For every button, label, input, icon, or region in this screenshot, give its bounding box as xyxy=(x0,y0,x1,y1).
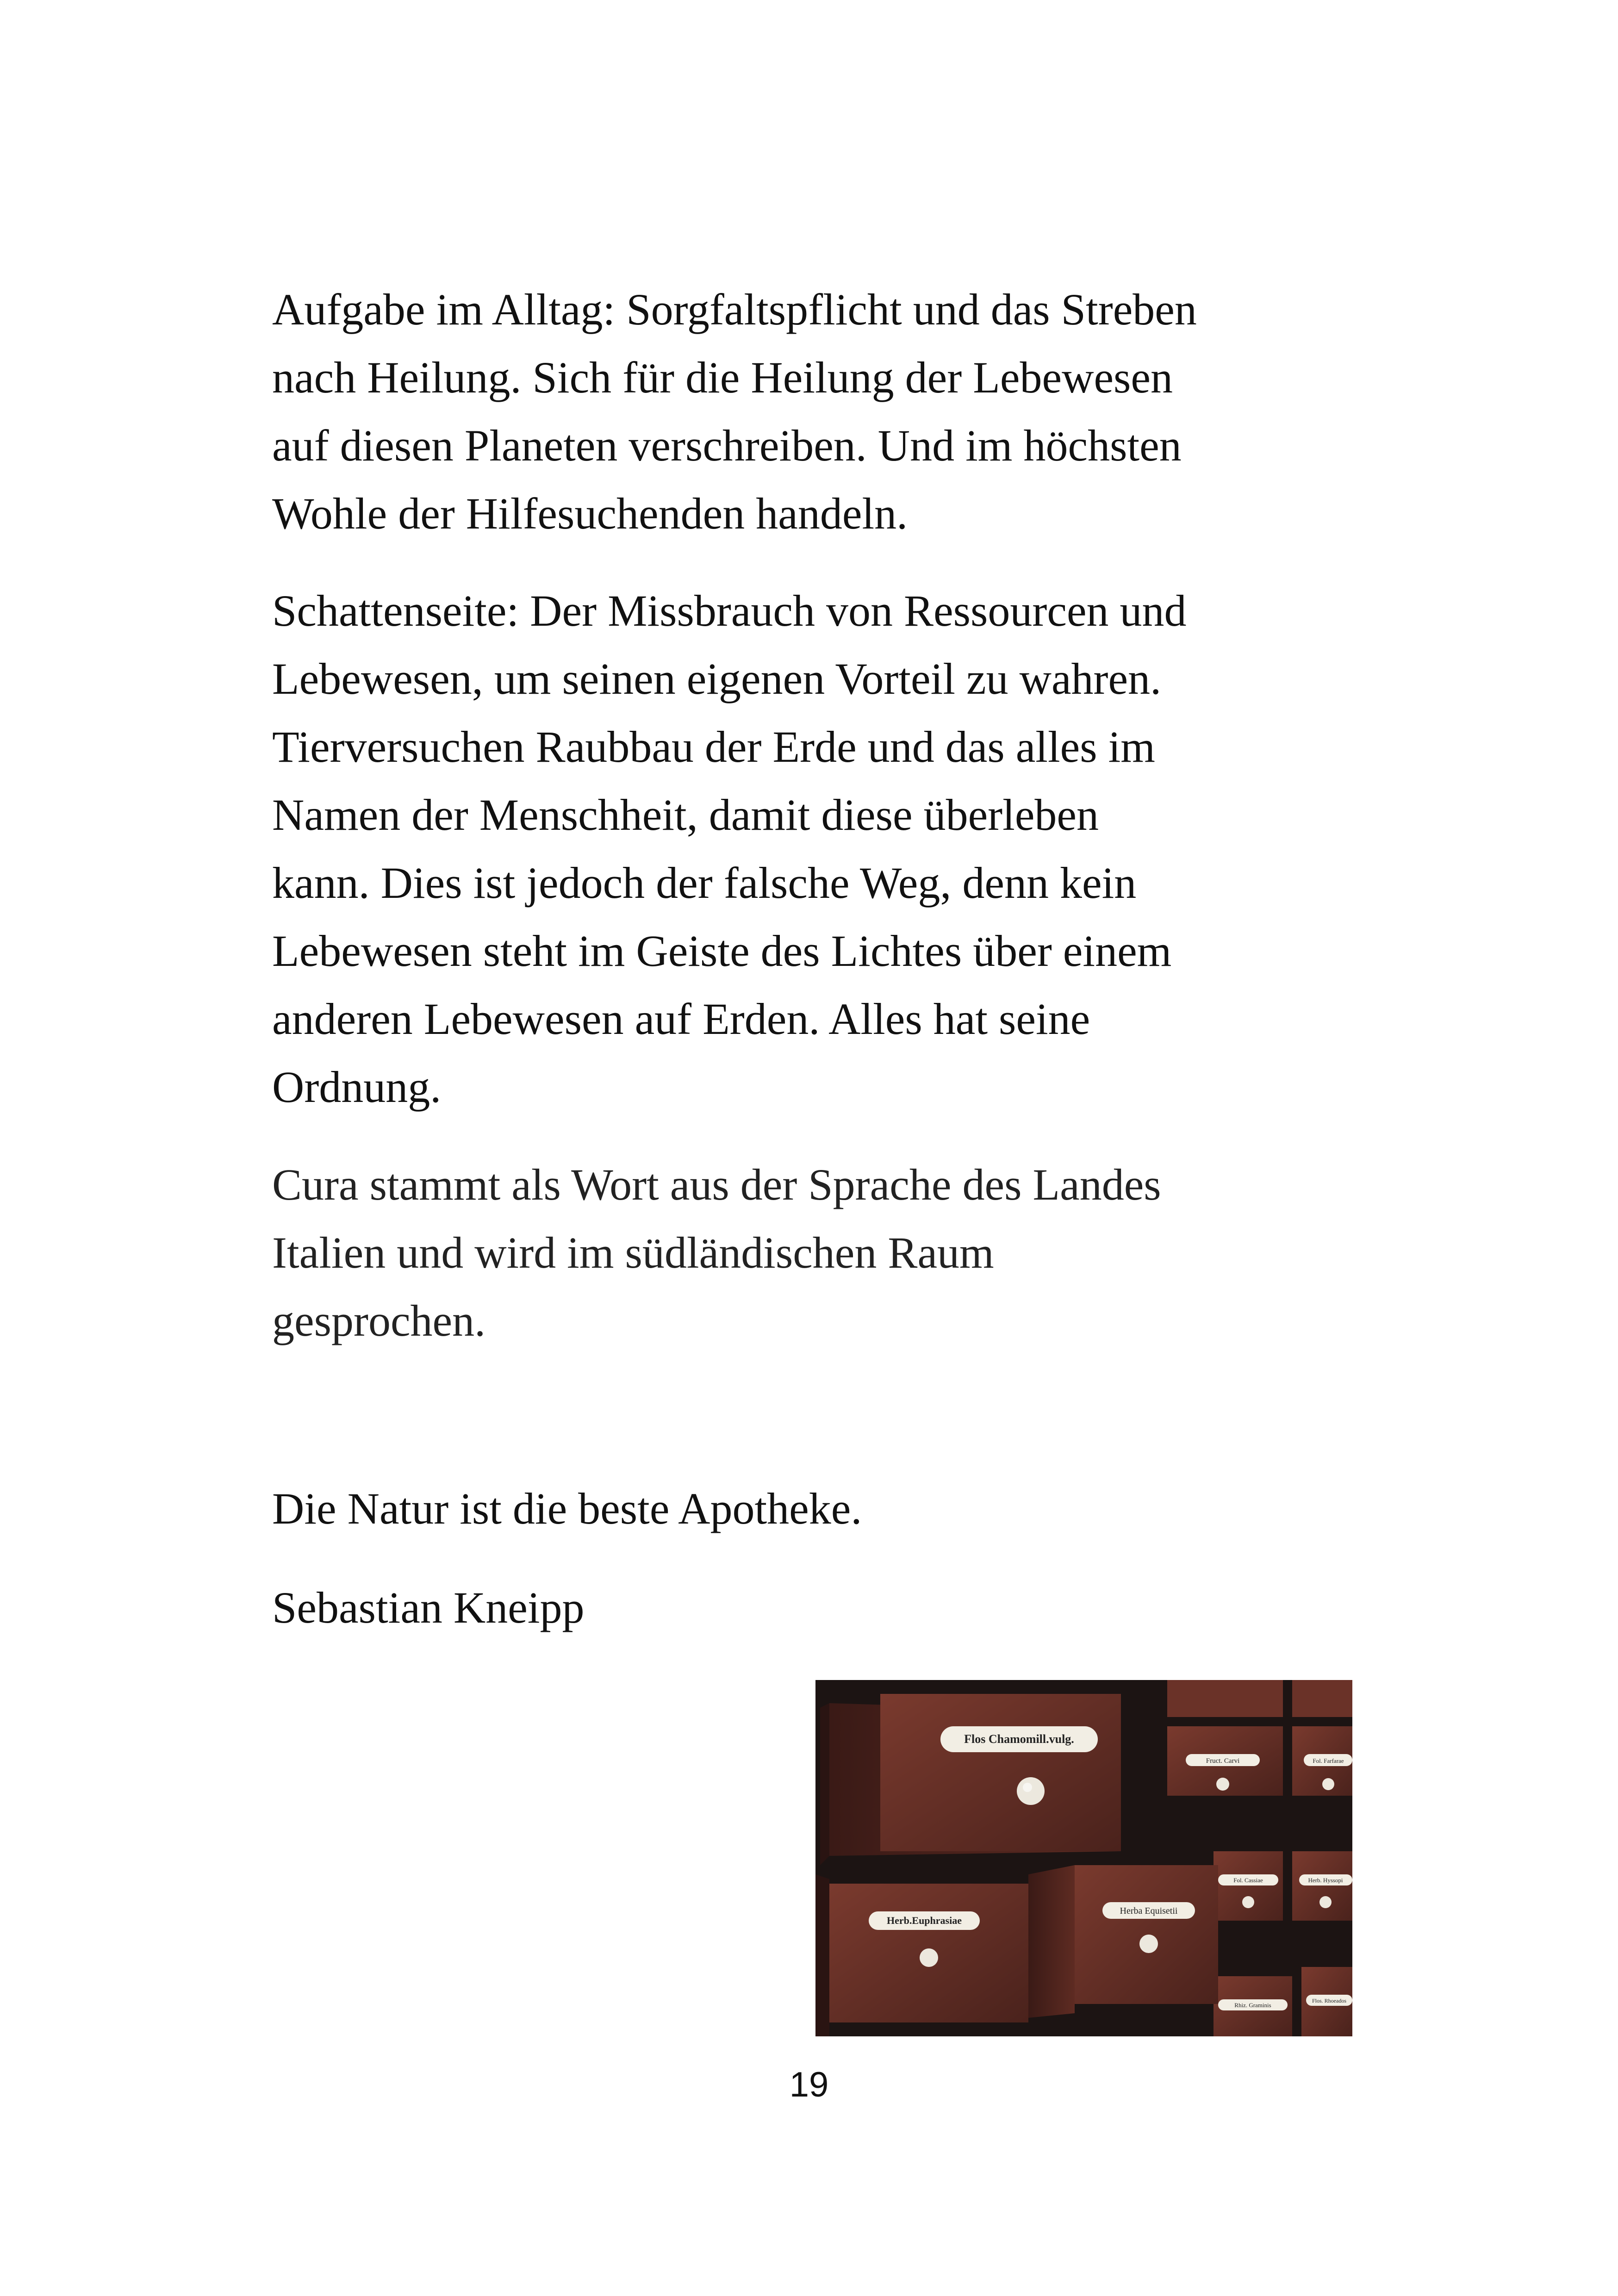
drawer-label-middle: Herba Equisetii xyxy=(1120,1906,1178,1916)
drawer-label-small-2: Fol. Farfarae xyxy=(1313,1757,1344,1764)
drawer-label-small-4: Herb. Hyssopi xyxy=(1308,1877,1343,1884)
apothecary-drawers-photo xyxy=(815,1680,1352,2036)
paragraph-daily-task: Aufgabe im Alltag: Sorgfaltspflicht und das Streben nach Heilung. Sich für die Heilung der Lebewesen auf diesen Planeten verschreiben. Und im höchsten Wohle der Hilfesuchenden handeln. xyxy=(272,285,1197,538)
drawer-small-6 xyxy=(1301,1967,1352,2036)
drawer-middle-open xyxy=(1028,1865,1218,2018)
apothecary-drawers-illustration xyxy=(815,1680,1352,2036)
paragraph-cura-origin: Cura stammt als Wort aus der Sprache des Landes Italien und wird im südländischen Raum gesprochen. xyxy=(272,1160,1161,1345)
drawer-top-edge-right xyxy=(1292,1680,1352,1717)
paragraph-shadow-side: Schattenseite: Der Missbrauch von Ressourcen und Lebewesen, um seinen eigenen Vorteil zu wahren. Tierversuchen Raubbau der Erde und das alles im Namen der Menschheit, damit diese überleben kann. Dies ist jedoch der falsche Weg, denn kein Lebewesen steht im Geiste des Lichtes über einem anderen Lebewesen auf Erden. Alles hat seine Ordnung. xyxy=(272,586,1187,1112)
page-number: 19 xyxy=(789,2065,829,2104)
drawer-label-small-6: Flos. Rhoeados xyxy=(1312,1997,1347,2004)
drawer-top-edge xyxy=(1167,1680,1283,1717)
drawer-label-small-3: Fol. Cassiae xyxy=(1233,1877,1263,1884)
drawer-label-left: Herb.Euphrasiae xyxy=(887,1915,962,1926)
drawer-small-1 xyxy=(1167,1726,1283,1796)
drawer-label-small-5: Rhiz. Graminis xyxy=(1234,2002,1271,2009)
drawer-label-top: Flos Chamomill.vulg. xyxy=(964,1732,1074,1746)
drawer-small-3 xyxy=(1214,1851,1283,1921)
drawer-small-2 xyxy=(1292,1726,1352,1796)
quote-author: Sebastian Kneipp xyxy=(272,1583,585,1632)
drawer-top-open xyxy=(820,1694,1121,1865)
drawer-left-open xyxy=(815,1874,1028,2036)
quote-text: Die Natur ist die beste Apotheke. xyxy=(272,1484,862,1533)
drawer-label-small-1: Fruct. Carvi xyxy=(1206,1757,1240,1765)
drawer-small-4 xyxy=(1292,1851,1352,1921)
drawer-small-5 xyxy=(1214,1976,1292,2036)
